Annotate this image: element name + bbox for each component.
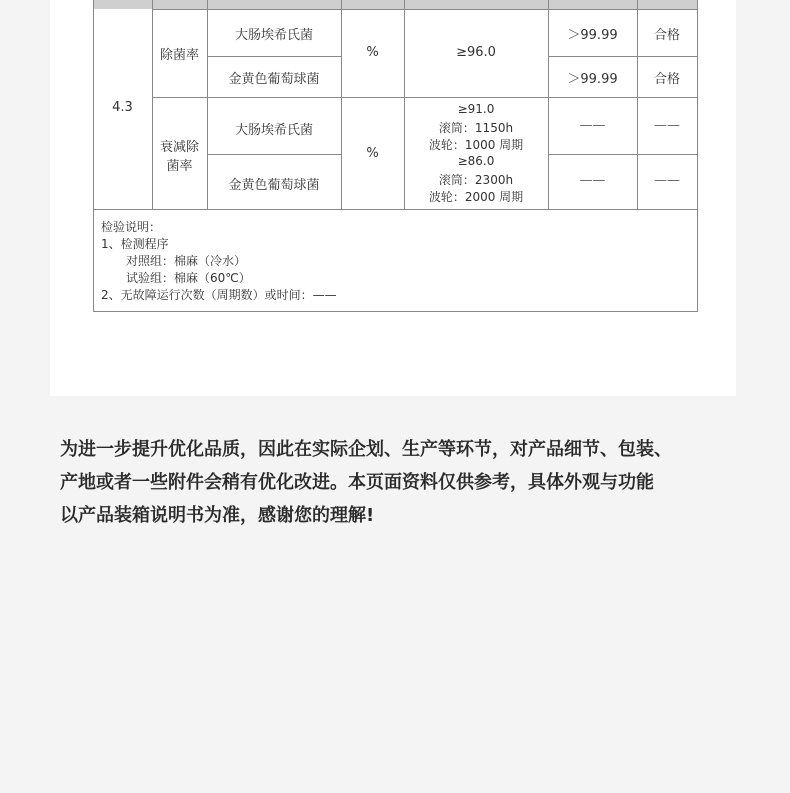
result-cell: —— xyxy=(579,173,606,188)
verdict-cell: —— xyxy=(654,118,680,133)
disclaimer-line: 以产品装箱说明书为准，感谢您的理解! xyxy=(60,505,375,526)
requirement-line: ≥86.0 xyxy=(457,154,495,168)
section-number: 4.3 xyxy=(112,100,133,115)
group-name-attenuated-line2: 菌率 xyxy=(166,159,193,174)
requirement-line: 波轮：2000 周期 xyxy=(428,190,524,204)
result-cell: —— xyxy=(579,118,606,133)
test-results-table xyxy=(93,0,698,312)
verdict-cell: 合格 xyxy=(653,28,680,43)
requirement-cell: ≥96.0 xyxy=(456,45,496,60)
organism-cell: 金黄色葡萄球菌 xyxy=(228,178,320,193)
table-header-cutoff xyxy=(93,0,697,9)
notes-item-1: 1、检测程序 xyxy=(101,237,169,251)
disclaimer-line: 产地或者一些附件会稍有优化改进。本页面资料仅供参考，具体外观与功能 xyxy=(60,472,654,493)
verdict-cell: —— xyxy=(654,173,680,188)
disclaimer-line: 为进一步提升优化品质，因此在实际企划、生产等环节，对产品细节、包装、 xyxy=(60,439,672,460)
requirement-line: 滚筒：1150h xyxy=(438,121,514,135)
notes-item-1-test: 试验组：棉麻（60℃） xyxy=(126,271,251,285)
organism-cell: 金黄色葡萄球菌 xyxy=(228,72,320,87)
unit-cell: % xyxy=(366,45,379,60)
group-name-removal-rate: 除菌率 xyxy=(159,48,199,63)
disclaimer-text xyxy=(60,433,740,532)
result-cell: ＞99.99 xyxy=(567,72,618,87)
requirement-line: ≥91.0 xyxy=(457,102,495,116)
notes-item-2: 2、无故障运行次数（周期数）或时间：—— xyxy=(101,288,337,302)
result-cell: ＞99.99 xyxy=(567,28,618,43)
notes-title: 检验说明： xyxy=(101,220,162,234)
requirement-line: 滚筒：2300h xyxy=(438,173,514,187)
organism-cell: 大肠埃希氏菌 xyxy=(234,28,313,43)
verdict-cell: 合格 xyxy=(653,72,680,87)
group-name-attenuated-line1: 衰减除 xyxy=(159,140,199,155)
notes-item-1-control: 对照组：棉麻（冷水） xyxy=(126,254,247,268)
requirement-line: 波轮：1000 周期 xyxy=(428,138,524,152)
unit-cell: % xyxy=(366,146,379,161)
organism-cell: 大肠埃希氏菌 xyxy=(234,123,313,138)
